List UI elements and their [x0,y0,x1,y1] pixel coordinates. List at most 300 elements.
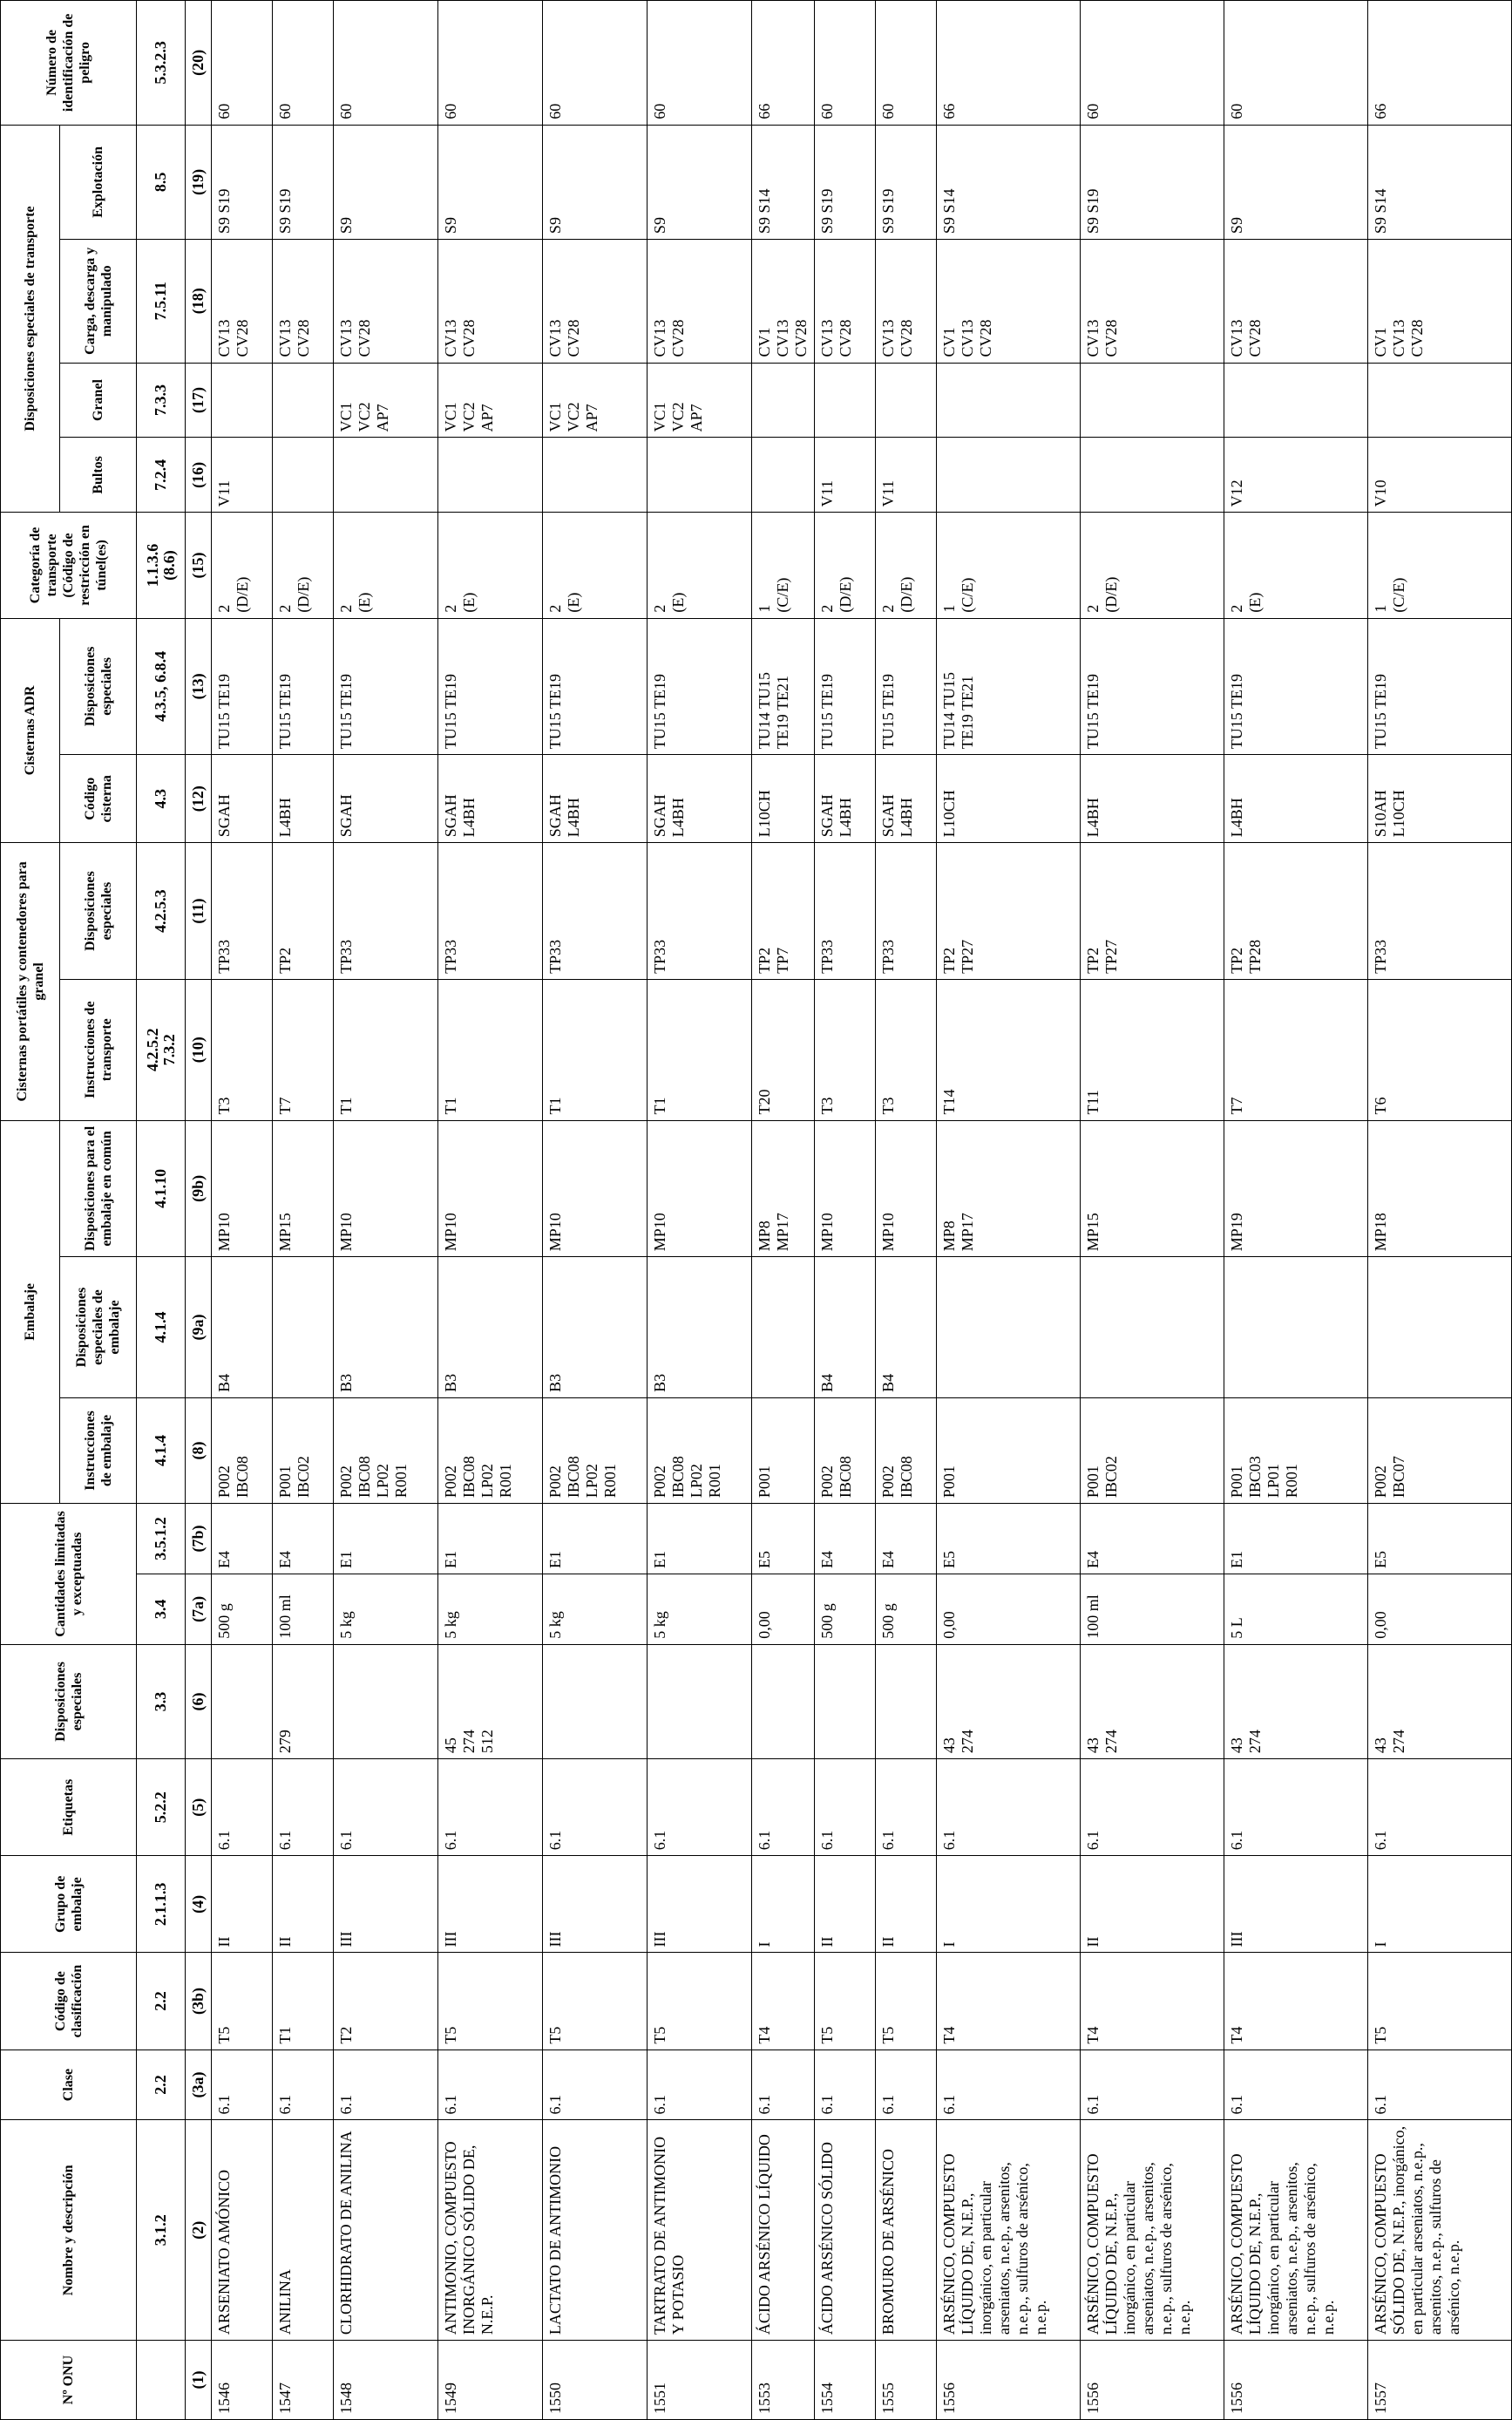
table-cell: CV1 CV13 CV28 [937,240,1081,363]
ref-cell: 4.2.5.3 [137,843,186,980]
table-cell: E4 [212,1504,273,1574]
table-cell: 100 ml [1081,1574,1224,1644]
table-cell: 60 [1081,1,1224,126]
table-cell [752,438,815,513]
table-cell: 6.1 [1368,2050,1512,2120]
table-cell: P002 IBC08 LP02 R001 [334,1397,438,1503]
table-cell [212,1644,273,1758]
header-mixed-packing: Disposiciones para el embalaje en común [60,1120,137,1257]
table-cell: 60 [273,1,334,126]
table-cell: 6.1 [334,2050,438,2120]
table-cell: S9 S19 [273,125,334,239]
table-body [212,1,1512,2420]
table-cell [273,438,334,513]
header-labels: Etiquetas [1,1759,137,1856]
table-cell: T3 [876,979,937,1120]
table-cell: B3 [334,1257,438,1398]
table-cell [648,1644,752,1758]
table-cell: TP33 [543,843,648,980]
table-cell: III [438,1856,543,1953]
header-tank-code: Código cisterna [60,755,137,843]
table-cell: 2 (E) [543,513,648,618]
ref-cell: 4.1.4 [137,1257,186,1398]
table-cell: 1 (C/E) [937,513,1081,618]
table-cell: TU15 TE19 [1224,618,1368,755]
ref-cell: 3.4 [137,1574,186,1644]
table-cell: T1 [543,979,648,1120]
table-cell: 60 [438,1,543,126]
table-row [1368,1,1512,2420]
table-row [752,1,815,2420]
table-cell: S9 [543,125,648,239]
table-cell: CV13 CV28 [1081,240,1224,363]
table-cell: E1 [543,1504,648,1574]
table-cell: E5 [937,1504,1081,1574]
table-cell: E4 [273,1504,334,1574]
table-cell: B3 [648,1257,752,1398]
table-row [1224,1,1368,2420]
table-cell: S10AH L10CH [1368,755,1512,843]
table-cell: MP10 [212,1120,273,1257]
table-cell: TU15 TE19 [876,618,937,755]
table-cell: III [334,1856,438,1953]
ref-cell: 2.1.1.3 [137,1856,186,1953]
ref-cell: 4.3 [137,755,186,843]
table-cell: T3 [815,979,876,1120]
header-packing-instructions: Instrucciones de embalaje [60,1397,137,1503]
table-cell: TU15 TE19 [648,618,752,755]
table-cell: TU14 TU15 TE19 TE21 [937,618,1081,755]
header-portable-tanks: Cisternas portátiles y contenedores para granel [1,843,60,1120]
table-cell: CV13 CV28 [648,240,752,363]
table-cell: MP8 MP17 [937,1120,1081,1257]
table-cell: 60 [815,1,876,126]
table-cell: L4BH [273,755,334,843]
table-cell: T7 [1224,979,1368,1120]
table-cell: 2 (E) [648,513,752,618]
table-cell: CV13 CV28 [438,240,543,363]
ref-cell: 3.3 [137,1644,186,1758]
table-cell: ANTIMONIO, COMPUESTO INORGÁNICO SÓLIDO DE, N.E.P. [438,2120,543,2341]
table-cell: II [212,1856,273,1953]
table-cell: S9 S19 [212,125,273,239]
table-cell: ANILINA [273,2120,334,2341]
table-cell: E4 [1081,1504,1224,1574]
ref-cell: 8.5 [137,125,186,239]
table-cell [752,1257,815,1398]
table-row [334,1,438,2420]
table-cell: T3 [212,979,273,1120]
table-cell: SGAH L4BH [815,755,876,843]
table-cell: P002 IBC08 [212,1397,273,1503]
ref-cell: 2.2 [137,1953,186,2050]
table-cell: 0,00 [1368,1574,1512,1644]
table-cell: TP33 [815,843,876,980]
column-number-cell: (2) [186,2120,212,2341]
table-cell: TP33 [1368,843,1512,980]
table-cell: B4 [876,1257,937,1398]
table-row [815,1,876,2420]
header-classification-code: Código de clasificación [1,1953,137,2050]
table-cell: T6 [1368,979,1512,1120]
table-cell: 500 g [212,1574,273,1644]
header-packages: Bultos [60,438,137,513]
table-cell: ARSÉNICO, COMPUESTO LÍQUIDO DE, N.E.P., inorgánico, en particular arseniatos, n.e.p., arsenitos, n.e.p., sulfuros de arsénico, n.e.p. [1224,2120,1368,2341]
table-cell: 2 (D/E) [212,513,273,618]
table-row [876,1,937,2420]
table-cell: CV13 CV28 [1224,240,1368,363]
table-cell: MP10 [815,1120,876,1257]
table-cell: 2 (E) [438,513,543,618]
table-cell: T4 [1224,1953,1368,2050]
table-cell: VC1 VC2 AP7 [648,363,752,438]
table-cell: 6.1 [1081,1759,1224,1856]
table-cell: 2 (D/E) [815,513,876,618]
column-number-cell: (20) [186,1,212,126]
table-cell: S9 S14 [937,125,1081,239]
table-cell [876,1644,937,1758]
table-cell [815,363,876,438]
table-cell: B3 [543,1257,648,1398]
table-cell: TU15 TE19 [543,618,648,755]
table-cell: 6.1 [543,2050,648,2120]
table-cell: 60 [876,1,937,126]
header-special-provisions: Disposiciones especiales [1,1644,137,1758]
table-cell: T5 [543,1953,648,2050]
table-cell: P002 IBC07 [1368,1397,1512,1503]
table-cell: I [937,1856,1081,1953]
ref-cell: 5.2.2 [137,1759,186,1856]
table-cell: III [648,1856,752,1953]
table-row [937,1,1081,2420]
table-cell: T1 [438,979,543,1120]
table-cell: B3 [438,1257,543,1398]
table-cell: 1556 [1081,2341,1224,2420]
column-number-cell: (1) [186,2341,212,2420]
table-cell [273,1257,334,1398]
table-cell: 1555 [876,2341,937,2420]
table-cell: ARSENIATO AMÓNICO [212,2120,273,2341]
table-cell: 500 g [815,1574,876,1644]
table-cell: V11 [876,438,937,513]
header-packaging: Embalaje [1,1120,60,1504]
table-cell: MP19 [1224,1120,1368,1257]
table-row [438,1,543,2420]
ref-cell [137,2341,186,2420]
header-un-no: Nº ONU [1,2341,137,2420]
table-cell: TP33 [876,843,937,980]
column-number-cell: (9b) [186,1120,212,1257]
header-special-transport: Disposiciones especiales de transporte [1,125,60,513]
table-cell: I [1368,1856,1512,1953]
table-cell: 1554 [815,2341,876,2420]
table-cell: 2 (D/E) [1081,513,1224,618]
table-cell: E1 [438,1504,543,1574]
table-cell: CV1 CV13 CV28 [752,240,815,363]
table-cell: 66 [937,1,1081,126]
table-row [212,1,273,2420]
table-cell [1368,1257,1512,1398]
table-cell: 6.1 [876,2050,937,2120]
table-cell: 60 [334,1,438,126]
table-cell: TP33 [438,843,543,980]
table-cell: 1553 [752,2341,815,2420]
table-cell: ARSÉNICO, COMPUESTO LÍQUIDO DE, N.E.P., inorgánico, en particular arseniatos, n.e.p., arsenitos, n.e.p., sulfuros de arsénico, n.e.p. [937,2120,1081,2341]
table-cell: 6.1 [1224,1759,1368,1856]
table-cell [1081,1257,1224,1398]
column-number-cell: (6) [186,1644,212,1758]
table-cell: P002 IBC08 [876,1397,937,1503]
ref-cell: 7.3.3 [137,363,186,438]
table-cell: TU15 TE19 [212,618,273,755]
table-cell: 43 274 [1224,1644,1368,1758]
table-cell: S9 S14 [752,125,815,239]
table-cell: L4BH [1081,755,1224,843]
table-cell: 6.1 [273,2050,334,2120]
table-cell: MP10 [876,1120,937,1257]
header-adr-special: Disposiciones especiales [60,618,137,755]
table-cell: 1549 [438,2341,543,2420]
table-cell: V11 [815,438,876,513]
table-cell: TU15 TE19 [334,618,438,755]
table-cell: CV13 CV28 [212,240,273,363]
header-tank-instructions: Instrucciones de transporte [60,979,137,1120]
header-class: Clase [1,2050,137,2120]
table-cell: E1 [1224,1504,1368,1574]
column-number-cell: (17) [186,363,212,438]
table-cell: 6.1 [752,1759,815,1856]
table-cell: ARSÉNICO, COMPUESTO SÓLIDO DE, N.E.P., inorgánico, en particular arseniatos, n.e.p., arsenitos, n.e.p., sulfuros de arsénico, n.e.p. [1368,2120,1512,2341]
table-cell [752,363,815,438]
table-cell: 6.1 [334,1759,438,1856]
table-cell: 2 (E) [1224,513,1368,618]
table-cell: P002 IBC08 [815,1397,876,1503]
table-cell: P002 IBC08 LP02 R001 [438,1397,543,1503]
table-cell [543,438,648,513]
table-cell: 66 [1368,1,1512,126]
table-cell: E4 [876,1504,937,1574]
table-cell [334,438,438,513]
header-packing-group: Grupo de embalaje [1,1856,137,1953]
ref-cell: 2.2 [137,2050,186,2120]
ref-cell: 3.5.1.2 [137,1504,186,1574]
table-cell: 6.1 [752,2050,815,2120]
table-cell: VC1 VC2 AP7 [543,363,648,438]
table-cell: 60 [212,1,273,126]
table-cell: II [273,1856,334,1953]
column-number-cell: (12) [186,755,212,843]
table-cell: T2 [334,1953,438,2050]
table-cell: P002 IBC08 LP02 R001 [648,1397,752,1503]
table-cell: 1556 [937,2341,1081,2420]
table-cell: 1546 [212,2341,273,2420]
table-cell: S9 [648,125,752,239]
table-header [1,1,212,2420]
table-cell: 6.1 [937,1759,1081,1856]
table-cell: 5 L [1224,1574,1368,1644]
ref-cell: 4.3.5, 6.8.4 [137,618,186,755]
table-cell: VC1 VC2 AP7 [334,363,438,438]
table-cell: E1 [648,1504,752,1574]
table-cell: 1547 [273,2341,334,2420]
table-cell: III [543,1856,648,1953]
table-cell: 43 274 [1081,1644,1224,1758]
table-cell: MP10 [648,1120,752,1257]
table-cell: 5 kg [334,1574,438,1644]
table-cell: 2 (D/E) [876,513,937,618]
table-cell: E5 [1368,1504,1512,1574]
table-cell [648,438,752,513]
table-cell: II [876,1856,937,1953]
table-cell [752,1644,815,1758]
table-cell: B4 [815,1257,876,1398]
ref-cell: 5.3.2.3 [137,1,186,126]
table-cell: T5 [648,1953,752,2050]
header-transport-category: Categoría de transporte (Código de restricción en túnel(es) [1,513,137,618]
table-cell [273,363,334,438]
table-cell: V10 [1368,438,1512,513]
table-cell: T5 [1368,1953,1512,2050]
table-cell: TU15 TE19 [438,618,543,755]
table-cell: CV13 CV28 [273,240,334,363]
table-cell: P001 IBC02 [273,1397,334,1503]
table-cell: 6.1 [815,1759,876,1856]
table-cell: TU15 TE19 [815,618,876,755]
header-special-packing-provisions: Disposiciones especiales de embalaje [60,1257,137,1398]
table-cell: 6.1 [1081,2050,1224,2120]
table-cell: 500 g [876,1574,937,1644]
table-cell: P001 IBC03 LP01 R001 [1224,1397,1368,1503]
table-cell: MP15 [273,1120,334,1257]
ref-cell: 4.1.4 [137,1397,186,1503]
table-cell: CV13 CV28 [334,240,438,363]
column-number-cell: (11) [186,843,212,980]
table-cell: T4 [937,1953,1081,2050]
table-cell: TU15 TE19 [1081,618,1224,755]
table-cell: 2 (D/E) [273,513,334,618]
table-cell: 60 [543,1,648,126]
table-cell: LACTATO DE ANTIMONIO [543,2120,648,2341]
table-cell: CV13 CV28 [543,240,648,363]
table-cell [1081,438,1224,513]
column-number-cell: (3b) [186,1953,212,2050]
table-cell: 66 [752,1,815,126]
ref-cell: 3.1.2 [137,2120,186,2341]
table-cell: T5 [212,1953,273,2050]
table-cell [815,1644,876,1758]
table-cell: 5 kg [438,1574,543,1644]
table-cell: P001 [937,1397,1081,1503]
column-number-row [186,1,212,2420]
table-cell: 0,00 [752,1574,815,1644]
table-cell: CV13 CV28 [876,240,937,363]
column-number-cell: (19) [186,125,212,239]
table-cell: 1 (C/E) [752,513,815,618]
table-cell: 1556 [1224,2341,1368,2420]
table-cell: T5 [876,1953,937,2050]
table-cell: SGAH L4BH [876,755,937,843]
column-number-cell: (4) [186,1856,212,1953]
table-row [648,1,752,2420]
table-cell: 6.1 [876,1759,937,1856]
table-cell: E4 [815,1504,876,1574]
ref-cell: 4.2.5.2 7.3.2 [137,979,186,1120]
table-cell: CLORHIDRATO DE ANILINA [334,2120,438,2341]
table-cell [1081,363,1224,438]
table-cell: 6.1 [1224,2050,1368,2120]
table-cell [937,1257,1081,1398]
table-cell: SGAH [334,755,438,843]
table-cell: S9 S19 [1081,125,1224,239]
table-row [543,1,648,2420]
table-cell: 6.1 [937,2050,1081,2120]
table-cell: ÁCIDO ARSÉNICO LÍQUIDO [752,2120,815,2341]
table-cell: 60 [648,1,752,126]
table-cell [1224,363,1368,438]
column-number-cell: (10) [186,979,212,1120]
table-cell: CV13 CV28 [815,240,876,363]
table-cell: 6.1 [648,1759,752,1856]
table-cell: V11 [212,438,273,513]
ref-cell: 7.5.11 [137,240,186,363]
table-cell: 1557 [1368,2341,1512,2420]
table-cell: T7 [273,979,334,1120]
table-cell: P002 IBC08 LP02 R001 [543,1397,648,1503]
table-cell: 6.1 [1368,1759,1512,1856]
table-cell: 6.1 [543,1759,648,1856]
table-cell: B4 [212,1257,273,1398]
table-cell [543,1644,648,1758]
table-cell: TP2 TP27 [937,843,1081,980]
header-adr-tanks: Cisternas ADR [1,618,60,843]
table-cell: 0,00 [937,1574,1081,1644]
table-cell: TP33 [334,843,438,980]
column-number-cell: (18) [186,240,212,363]
table-cell: SGAH L4BH [438,755,543,843]
table-cell: S9 S19 [815,125,876,239]
column-number-cell: (13) [186,618,212,755]
table-cell: 279 [273,1644,334,1758]
header-operation: Explotación [60,125,137,239]
table-cell: 2 (E) [334,513,438,618]
table-cell: TP33 [212,843,273,980]
table-cell: 1550 [543,2341,648,2420]
table-cell: 6.1 [438,1759,543,1856]
header-name: Nombre y descripción [1,2120,137,2341]
table-cell: L4BH [1224,755,1368,843]
table-cell: MP10 [334,1120,438,1257]
table-cell: S9 S14 [1368,125,1512,239]
table-cell: T4 [1081,1953,1224,2050]
table-cell: 6.1 [648,2050,752,2120]
table-cell: 1551 [648,2341,752,2420]
table-cell: 43 274 [1368,1644,1512,1758]
header-bulk: Granel [60,363,137,438]
table-cell: 45 274 512 [438,1644,543,1758]
table-cell: P001 IBC02 [1081,1397,1224,1503]
table-cell [937,363,1081,438]
header-limited-quantities: Cantidades limitadas y exceptuadas [1,1504,137,1645]
table-cell: T14 [937,979,1081,1120]
table-cell: SGAH L4BH [648,755,752,843]
table-cell: S9 [438,125,543,239]
table-cell: T4 [752,1953,815,2050]
table-cell: T5 [438,1953,543,2050]
table-cell: MP15 [1081,1120,1224,1257]
table-cell: SGAH [212,755,273,843]
table-cell: 6.1 [273,1759,334,1856]
table-cell: T5 [815,1953,876,2050]
